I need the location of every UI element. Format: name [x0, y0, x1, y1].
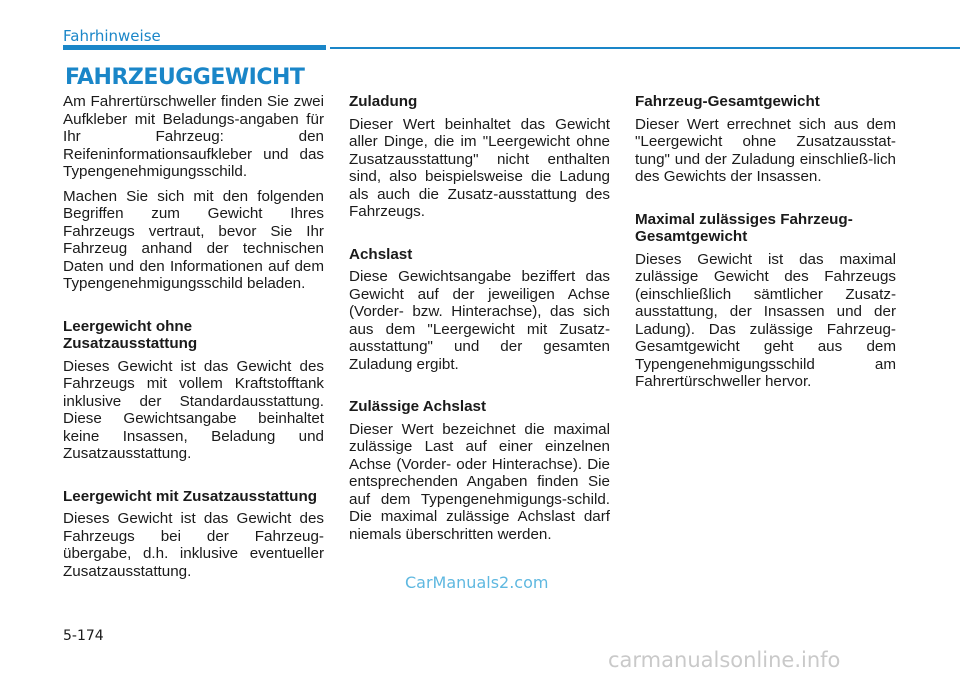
header-rule-thick: [63, 45, 326, 50]
page-number: 5-174: [63, 628, 104, 644]
page-title: FAHRZEUGGEWICHT: [65, 65, 305, 90]
site-watermark: carmanualsonline.info: [608, 648, 841, 672]
subheading: Leergewicht mit Zusatzausstattung: [63, 487, 318, 505]
paragraph: Machen Sie sich mit den folgenden Begriffen zum Gewicht Ihres Fahrzeugs vertraut, bevor Sie Ihr Fahrzeug anhand der technischen Daten und den Informationen auf dem Typengenehmigungsschild beladen.: [63, 187, 324, 292]
subheading: Zulässige Achslast: [349, 398, 487, 415]
paragraph: Dieser Wert errechnet sich aus dem "Leergewicht ohne Zusatzausstat-tung" und der Zuladung einschließ-lich des Gewichts der Insassen.: [635, 115, 896, 185]
paragraph: Diese Gewichtsangabe beziffert das Gewicht auf der jeweiligen Achse (Vorder- bzw. Hinterachse), das sich aus dem "Leergewicht mit Zusatz-ausstattung" und der gesamten Zuladung ergibt.: [349, 268, 610, 373]
paragraph: Dieser Wert beinhaltet das Gewicht aller Dinge, die im "Leergewicht ohne Zusatzausstattung" nicht enthalten sind, also beispielsweise die Ladung als auch die Zusatz-ausstattung des Fahrzeugs.: [349, 115, 610, 220]
watermark-link[interactable]: CarManuals2.com: [405, 573, 549, 592]
header-rule-thin: [330, 47, 960, 49]
subheading: Achslast: [349, 245, 413, 263]
column-2: [349, 93, 610, 550]
paragraph: Dieses Gewicht ist das Gewicht des Fahrzeugs bei der Fahrzeug-übergabe, d.h. inklusive eventueller Zusatzausstattung.: [63, 510, 324, 580]
column-3: [635, 93, 896, 398]
subheading: Zuladung: [349, 93, 418, 110]
paragraph: Dieser Wert bezeichnet die maximal zulässige Last auf einer einzelnen Achse (Vorder- oder Hinterachse). Die entsprechenden Angaben finden Sie auf dem Typengenehmigungs-schild. Die maximal zulässige Achslast darf niemals überschritten werden.: [349, 420, 610, 543]
subheading: Leergewicht ohne Zusatzausstattung: [63, 317, 198, 352]
section-label: Fahrhinweise: [63, 27, 161, 45]
paragraph: Dieses Gewicht ist das maximal zulässige Gewicht des Fahrzeugs (einschließlich sämtlicher Zusatz-ausstattung, der Insassen und der Ladung). Das zulässige Fahrzeug-Gesamtgewicht geht aus dem Typengenehmigungsschild am Fahrertürschweller hervor.: [635, 250, 896, 390]
paragraph: Am Fahrertürschweller finden Sie zwei Aufkleber mit Beladungs-angaben für Ihr Fahrzeug: den Reifeninformationsaufkleber und das Typengenehmigungsschild.: [63, 93, 324, 180]
column-1: [63, 93, 324, 587]
subheading: Fahrzeug-Gesamtgewicht: [635, 93, 820, 110]
paragraph: Dieses Gewicht ist das Gewicht des Fahrzeugs mit vollem Kraftstofftank inklusive der Standardausstattung. Diese Gewichtsangabe beinhaltet keine Insassen, Beladung und Zusatzausstattung.: [63, 357, 324, 462]
subheading: Maximal zulässiges Fahrzeug-Gesamtgewicht: [635, 210, 853, 245]
